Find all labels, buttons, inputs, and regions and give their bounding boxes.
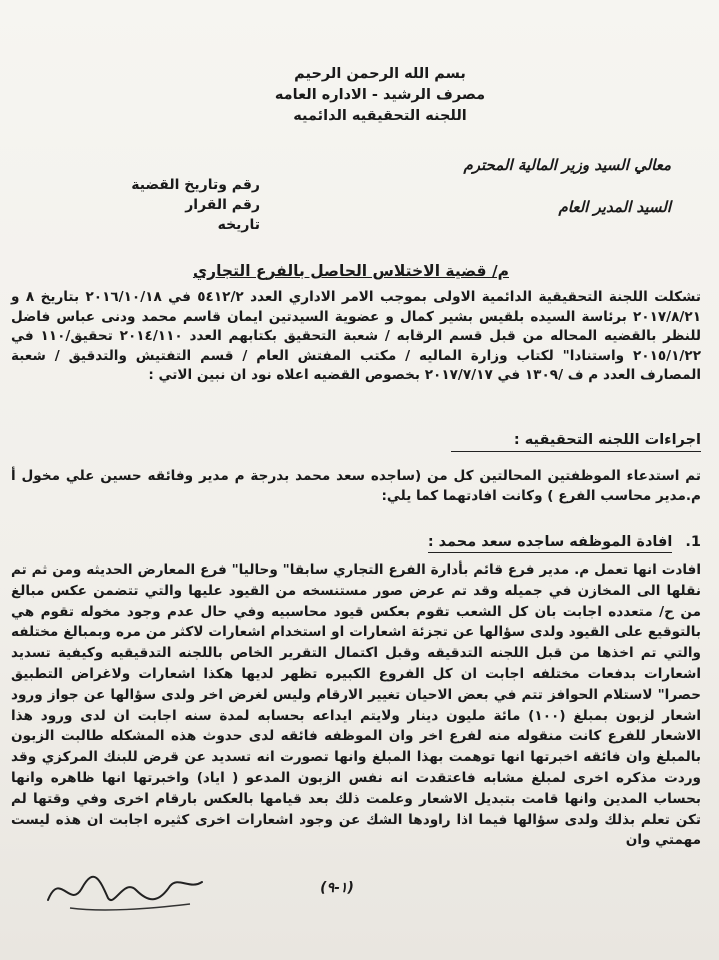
- procedures-heading: اجراءات اللجنه التحقيقيه :: [451, 432, 701, 452]
- addressee-director: السيد المدير العام: [558, 198, 671, 216]
- committee-line: اللجنه التحقيقيه الدائميه: [293, 108, 467, 124]
- testimony-number: 1.: [685, 534, 701, 550]
- organization-line: مصرف الرشيد - الاداره العامه: [274, 87, 486, 103]
- decision-number-label: رقم القرار: [185, 197, 260, 213]
- testimony-title: افادة الموظفه ساجده سعد محمد :: [428, 534, 673, 553]
- letterhead: [240, 64, 520, 127]
- case-info-block: [80, 175, 260, 235]
- testimony-paragraph: افادت انها تعمل م. مدير فرع قائم بأدارة الفرع التجاري سابقا" وحاليا" فرع المعارض الحديثه ومن ثم تم نقلها الى المخازن في جميله وقد تم عرض صور مستنسخه من القيود عليها والتي تتضمن عكس مبالغ من ح/ متعدده اجابت بان كل الشعب تقوم بعكس قيود محاسبيه وفي حال عدم وجود مخوله تقوم هي بالتوقيع على القيود ولدى سؤالها عن تجزئة اشعارات او استخدام اشعارات لاكثر من مره وبمبالغ مختلفه والتي تم اخذها من قبل اللجنه التدقيقه وقبل اكتمال التقرير الخاص باللجنه التدقيقيه وكيفية تسديد اشعارات بدفعات مختلفه اجابت ان كل الفروع الكبيره تظهر لديها هكذا اشعارات ولاغراض التطبيق حصرا" لاستلام الحوافز تتم في بعض الاحيان تغيير الارقام وليس لغرض اخر ولدى سؤالها عن جواز ورود اشعار لزبون بمبلغ (١٠٠) مائة مليون دينار ولايتم ايداعه بحسابه لمدة سنه اجابت ان لدى ورود هذا الاشعار للفرع كانت منقوله منه لفرع اخر وان الموظفه فائقه لدى حدوث هذه المشكله طالبت الزبون بالمبلغ وان فائقه اخبرتها انها توهمت بهذا المبلغ وانها تصورت انه تسديد عن قرض للبنك المركزي وقد وردت مذكره اخرى لمبلغ مشابه فاعتقدت انه نفس الزبون المدعو ( اياد) واخبرتها انها ظاهره وانها بحساب المدين وانها قامت بتبديل الاشعار وعلمت ذلك بعد قيامها بالعكس بارقام اخرى وفي وقتها لم تكن تعلم بذلك ولدى سؤالها فيما اذا راودها الشك عن وجود اشعارات اخرى كثيره اجابت ان هذه ليست مهمتي وان: [11, 562, 701, 849]
- intro-paragraph: تشكلت اللجنة التحقيقية الدائمية الاولى بموجب الامر الاداري العدد ٥٤١٢/٢ في ٢٠١٦/١٠/١٨ بتاريخ ٨ و ٢٠١٧/٨/٢١ برئاسة السيده بلقيس بشير كمال و عضوية السيدتين ايمان قاسم محمد ودنى عباس فاضل للنظر بالقضيه المحاله من قبل قسم الرقابه / شعبة التحقيق بكتابهم العدد ٢٠١٤/١١٠ تحقيق/١١٠ في ٢٠١٥/١/٢٢ واستنادا" لكتاب وزارة الماليه / مكتب المفتش العام / قسم التفتيش والتدقيق / شعبة المصارف العدد م ف /١٣٠٩ في ٢٠١٧/٧/١٧ بخصوص القضيه اعلاه نود ان نبين الاتي :: [11, 289, 702, 383]
- case-number-label: رقم وتاريخ القضية: [131, 177, 260, 193]
- procedures-paragraph: تم استدعاء الموظفتين المحالتين كل من (ساجده سعد محمد بدرجة م مدير وفائقه حسين علي مخول أ م.مدير محاسب الفرع ) وكانت افادتهما كما يلي:: [11, 468, 701, 504]
- bismillah-line: بسم الله الرحمن الرحيم: [294, 66, 466, 82]
- decision-date-label: تاريخه: [217, 217, 260, 233]
- testimony-heading: [201, 534, 701, 550]
- addressee-block: [311, 152, 671, 220]
- subject-line: م/ قضية الاختلاس الحاصل بالفرع التجاري: [192, 262, 509, 280]
- handwritten-signature: [40, 860, 210, 920]
- addressee-minister: معالي السيد وزير المالية المحترم: [463, 156, 671, 174]
- page-marker: (١-٩): [320, 880, 354, 896]
